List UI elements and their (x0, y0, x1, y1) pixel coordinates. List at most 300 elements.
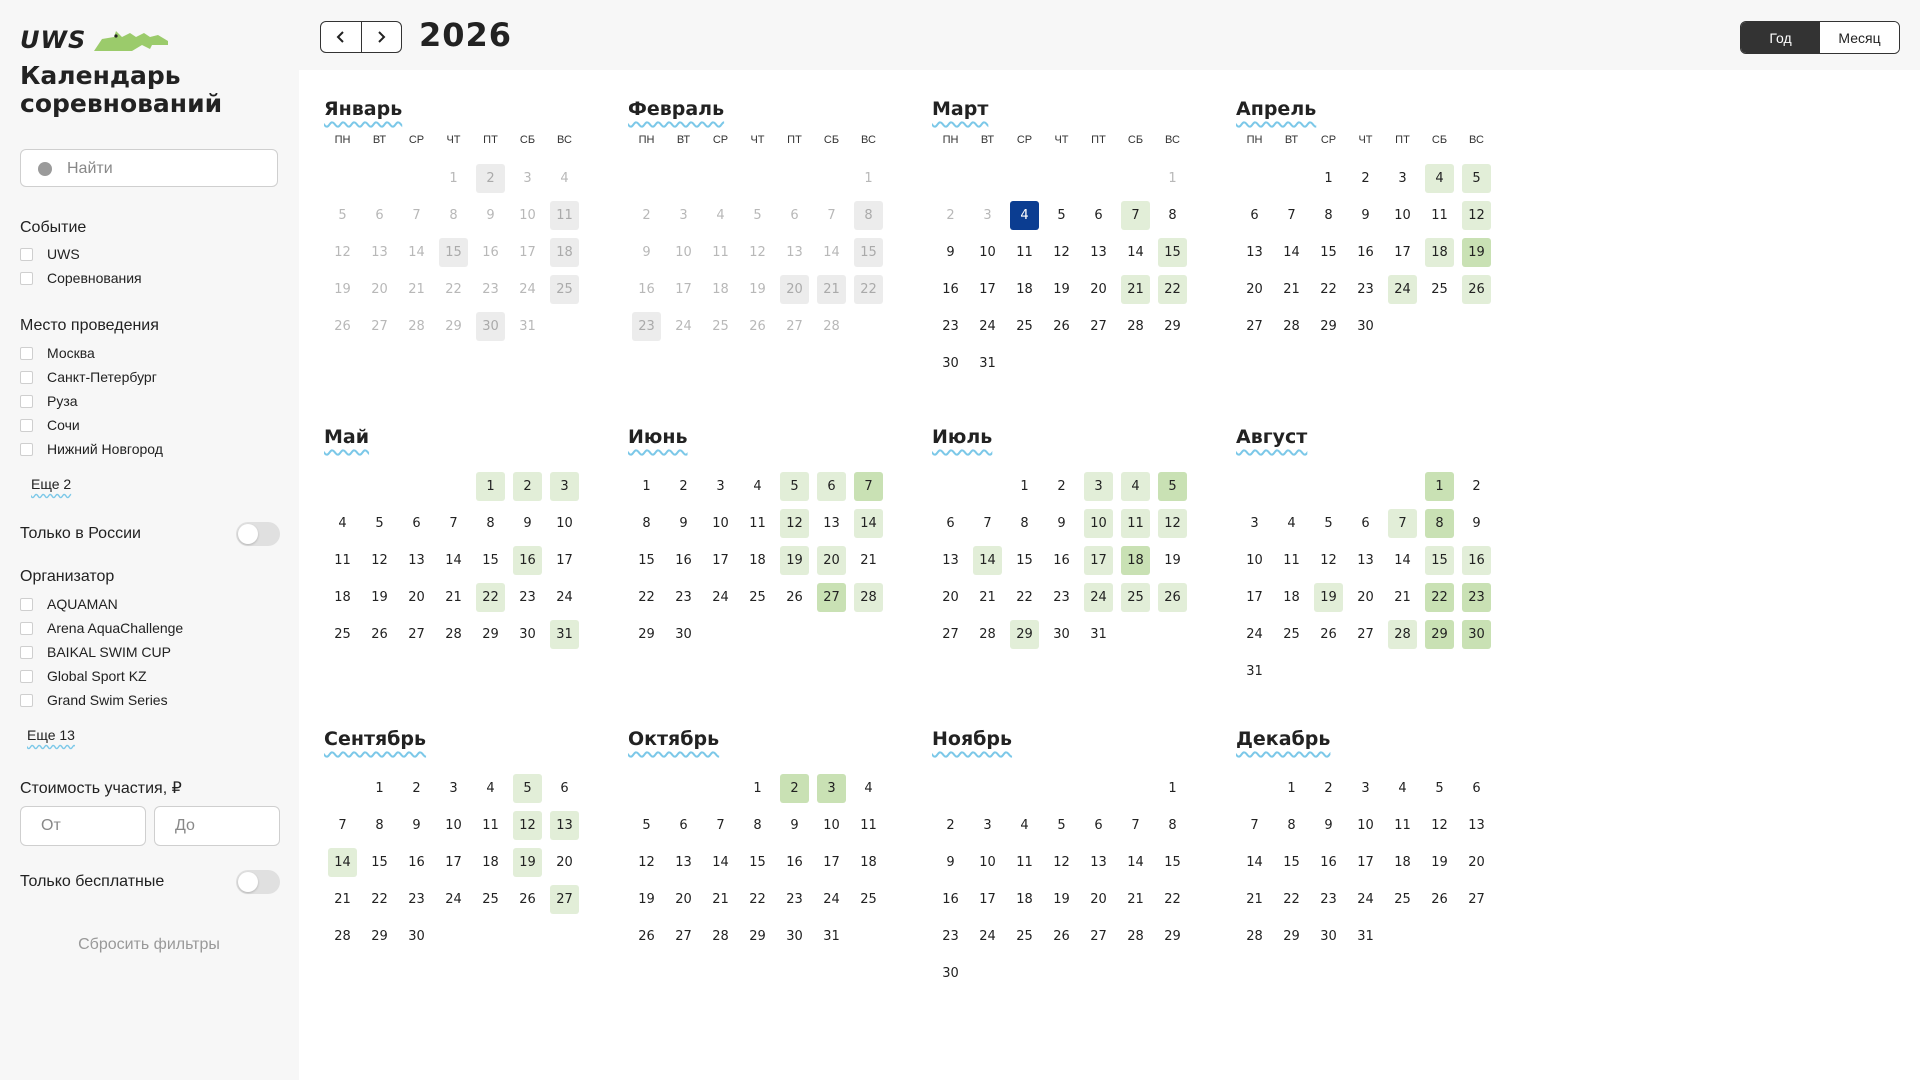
day-cell[interactable] (1347, 271, 1384, 308)
day-cell[interactable] (1043, 308, 1080, 345)
event-day-cell[interactable] (850, 505, 887, 542)
day-cell[interactable] (1273, 881, 1310, 918)
event-day-cell[interactable] (776, 271, 813, 308)
organizer-option-arena[interactable] (20, 618, 183, 638)
day-cell[interactable] (509, 616, 546, 653)
month-name[interactable]: Март (932, 98, 989, 120)
day-cell[interactable] (932, 918, 969, 955)
venue-option-moscow[interactable] (20, 343, 95, 363)
day-cell[interactable] (1236, 918, 1273, 955)
event-day-cell[interactable] (509, 844, 546, 881)
checkbox[interactable] (20, 272, 33, 285)
day-cell[interactable] (509, 234, 546, 271)
day-cell[interactable] (1043, 468, 1080, 505)
venue-more-link[interactable]: Еще 2 (31, 476, 72, 492)
month-name[interactable]: Сентябрь (324, 728, 427, 750)
day-cell[interactable] (1006, 505, 1043, 542)
day-cell[interactable] (628, 505, 665, 542)
day-cell[interactable] (665, 881, 702, 918)
today-cell[interactable] (1006, 197, 1043, 234)
day-cell[interactable] (324, 197, 361, 234)
day-cell[interactable] (628, 234, 665, 271)
day-cell[interactable] (1310, 616, 1347, 653)
month-name[interactable]: Июль (932, 426, 993, 448)
day-cell[interactable] (628, 844, 665, 881)
day-cell[interactable] (665, 844, 702, 881)
day-cell[interactable] (1154, 308, 1191, 345)
day-cell[interactable] (1117, 881, 1154, 918)
day-cell[interactable] (932, 345, 969, 382)
event-day-cell[interactable] (546, 234, 583, 271)
event-day-cell[interactable] (1080, 579, 1117, 616)
checkbox[interactable] (20, 371, 33, 384)
search-input[interactable] (65, 150, 269, 188)
event-day-cell[interactable] (1421, 505, 1458, 542)
day-cell[interactable] (776, 918, 813, 955)
day-cell[interactable] (1384, 160, 1421, 197)
day-cell[interactable] (702, 844, 739, 881)
event-day-cell[interactable] (472, 579, 509, 616)
day-cell[interactable] (665, 579, 702, 616)
day-cell[interactable] (776, 881, 813, 918)
day-cell[interactable] (850, 881, 887, 918)
day-cell[interactable] (813, 308, 850, 345)
day-cell[interactable] (398, 844, 435, 881)
event-day-cell[interactable] (1117, 271, 1154, 308)
day-cell[interactable] (850, 160, 887, 197)
day-cell[interactable] (361, 197, 398, 234)
checkbox[interactable] (20, 646, 33, 659)
day-cell[interactable] (1080, 616, 1117, 653)
day-cell[interactable] (324, 881, 361, 918)
logo[interactable] (20, 26, 170, 54)
day-cell[interactable] (969, 345, 1006, 382)
day-cell[interactable] (665, 505, 702, 542)
day-cell[interactable] (546, 579, 583, 616)
day-cell[interactable] (932, 542, 969, 579)
day-cell[interactable] (1043, 918, 1080, 955)
day-cell[interactable] (1458, 770, 1495, 807)
day-cell[interactable] (324, 308, 361, 345)
day-cell[interactable] (813, 234, 850, 271)
day-cell[interactable] (1347, 616, 1384, 653)
day-cell[interactable] (1006, 542, 1043, 579)
day-cell[interactable] (776, 234, 813, 271)
day-cell[interactable] (361, 505, 398, 542)
day-cell[interactable] (472, 542, 509, 579)
day-cell[interactable] (398, 308, 435, 345)
day-cell[interactable] (628, 807, 665, 844)
day-cell[interactable] (398, 271, 435, 308)
day-cell[interactable] (1117, 807, 1154, 844)
event-day-cell[interactable] (546, 881, 583, 918)
checkbox[interactable] (20, 694, 33, 707)
day-cell[interactable] (969, 616, 1006, 653)
day-cell[interactable] (1273, 234, 1310, 271)
day-cell[interactable] (1080, 807, 1117, 844)
day-cell[interactable] (1043, 234, 1080, 271)
event-day-cell[interactable] (850, 468, 887, 505)
event-day-cell[interactable] (1458, 197, 1495, 234)
day-cell[interactable] (628, 271, 665, 308)
event-day-cell[interactable] (509, 770, 546, 807)
day-cell[interactable] (398, 918, 435, 955)
event-day-cell[interactable] (1421, 579, 1458, 616)
day-cell[interactable] (1310, 160, 1347, 197)
day-cell[interactable] (435, 160, 472, 197)
day-cell[interactable] (702, 308, 739, 345)
day-cell[interactable] (1310, 197, 1347, 234)
event-day-cell[interactable] (1117, 505, 1154, 542)
day-cell[interactable] (1154, 881, 1191, 918)
event-day-cell[interactable] (1458, 234, 1495, 271)
event-day-cell[interactable] (509, 468, 546, 505)
day-cell[interactable] (1273, 616, 1310, 653)
next-year-button[interactable] (361, 22, 402, 52)
day-cell[interactable] (776, 844, 813, 881)
month-name[interactable]: Декабрь (1236, 728, 1331, 750)
day-cell[interactable] (361, 271, 398, 308)
day-cell[interactable] (1310, 770, 1347, 807)
day-cell[interactable] (1006, 918, 1043, 955)
day-cell[interactable] (398, 770, 435, 807)
day-cell[interactable] (398, 505, 435, 542)
day-cell[interactable] (969, 505, 1006, 542)
day-cell[interactable] (1347, 579, 1384, 616)
day-cell[interactable] (1006, 807, 1043, 844)
event-day-cell[interactable] (1080, 468, 1117, 505)
event-option-competitions[interactable] (20, 268, 142, 288)
day-cell[interactable] (932, 308, 969, 345)
day-cell[interactable] (932, 955, 969, 992)
day-cell[interactable] (1154, 807, 1191, 844)
event-day-cell[interactable] (1384, 271, 1421, 308)
day-cell[interactable] (1236, 579, 1273, 616)
day-cell[interactable] (1310, 807, 1347, 844)
day-cell[interactable] (435, 881, 472, 918)
day-cell[interactable] (324, 807, 361, 844)
event-day-cell[interactable] (813, 468, 850, 505)
day-cell[interactable] (1043, 844, 1080, 881)
event-day-cell[interactable] (813, 542, 850, 579)
day-cell[interactable] (850, 844, 887, 881)
day-cell[interactable] (969, 271, 1006, 308)
event-day-cell[interactable] (1117, 579, 1154, 616)
day-cell[interactable] (1043, 881, 1080, 918)
day-cell[interactable] (702, 197, 739, 234)
day-cell[interactable] (813, 197, 850, 234)
day-cell[interactable] (1273, 505, 1310, 542)
day-cell[interactable] (1347, 197, 1384, 234)
event-day-cell[interactable] (1154, 468, 1191, 505)
day-cell[interactable] (1236, 542, 1273, 579)
day-cell[interactable] (1310, 542, 1347, 579)
day-cell[interactable] (1006, 234, 1043, 271)
day-cell[interactable] (702, 505, 739, 542)
day-cell[interactable] (1310, 271, 1347, 308)
event-option-uws[interactable] (20, 244, 80, 264)
day-cell[interactable] (665, 807, 702, 844)
day-cell[interactable] (739, 505, 776, 542)
event-day-cell[interactable] (1310, 579, 1347, 616)
day-cell[interactable] (361, 616, 398, 653)
day-cell[interactable] (1347, 844, 1384, 881)
day-cell[interactable] (1347, 542, 1384, 579)
month-name[interactable]: Январь (324, 98, 403, 120)
day-cell[interactable] (361, 881, 398, 918)
event-day-cell[interactable] (324, 844, 361, 881)
day-cell[interactable] (1347, 160, 1384, 197)
day-cell[interactable] (702, 579, 739, 616)
event-day-cell[interactable] (813, 579, 850, 616)
month-name[interactable]: Апрель (1236, 98, 1317, 120)
day-cell[interactable] (739, 844, 776, 881)
day-cell[interactable] (628, 881, 665, 918)
day-cell[interactable] (1043, 807, 1080, 844)
day-cell[interactable] (969, 197, 1006, 234)
day-cell[interactable] (472, 505, 509, 542)
day-cell[interactable] (324, 616, 361, 653)
day-cell[interactable] (1384, 579, 1421, 616)
day-cell[interactable] (1006, 468, 1043, 505)
day-cell[interactable] (1043, 197, 1080, 234)
day-cell[interactable] (1273, 197, 1310, 234)
day-cell[interactable] (665, 468, 702, 505)
organizer-option-global[interactable] (20, 666, 147, 686)
reset-filters-button[interactable]: Сбросить фильтры (78, 936, 220, 953)
day-cell[interactable] (1154, 160, 1191, 197)
day-cell[interactable] (435, 616, 472, 653)
day-cell[interactable] (1236, 844, 1273, 881)
day-cell[interactable] (472, 770, 509, 807)
day-cell[interactable] (1384, 542, 1421, 579)
day-cell[interactable] (1236, 271, 1273, 308)
day-cell[interactable] (1421, 271, 1458, 308)
day-cell[interactable] (361, 807, 398, 844)
event-day-cell[interactable] (435, 234, 472, 271)
day-cell[interactable] (546, 542, 583, 579)
checkbox[interactable] (20, 622, 33, 635)
day-cell[interactable] (1236, 653, 1273, 690)
day-cell[interactable] (1347, 308, 1384, 345)
day-cell[interactable] (665, 308, 702, 345)
event-day-cell[interactable] (509, 542, 546, 579)
day-cell[interactable] (932, 844, 969, 881)
day-cell[interactable] (813, 918, 850, 955)
day-cell[interactable] (1043, 616, 1080, 653)
day-cell[interactable] (361, 234, 398, 271)
day-cell[interactable] (472, 197, 509, 234)
day-cell[interactable] (1384, 197, 1421, 234)
day-cell[interactable] (361, 918, 398, 955)
checkbox[interactable] (20, 443, 33, 456)
day-cell[interactable] (813, 844, 850, 881)
day-cell[interactable] (665, 616, 702, 653)
day-cell[interactable] (628, 468, 665, 505)
organizer-option-baikal[interactable] (20, 642, 171, 662)
event-day-cell[interactable] (546, 271, 583, 308)
day-cell[interactable] (1117, 308, 1154, 345)
price-from-input[interactable] (20, 806, 146, 846)
event-day-cell[interactable] (509, 807, 546, 844)
day-cell[interactable] (932, 881, 969, 918)
day-cell[interactable] (1236, 807, 1273, 844)
day-cell[interactable] (398, 197, 435, 234)
day-cell[interactable] (472, 807, 509, 844)
day-cell[interactable] (361, 579, 398, 616)
day-cell[interactable] (509, 579, 546, 616)
venue-option-ruza[interactable] (20, 391, 78, 411)
day-cell[interactable] (932, 616, 969, 653)
event-day-cell[interactable] (850, 271, 887, 308)
day-cell[interactable] (1080, 197, 1117, 234)
day-cell[interactable] (739, 579, 776, 616)
checkbox[interactable] (20, 419, 33, 432)
day-cell[interactable] (1384, 770, 1421, 807)
day-cell[interactable] (361, 770, 398, 807)
day-cell[interactable] (1421, 881, 1458, 918)
prev-year-button[interactable] (321, 22, 361, 52)
event-day-cell[interactable] (628, 308, 665, 345)
day-cell[interactable] (1080, 234, 1117, 271)
day-cell[interactable] (1273, 579, 1310, 616)
day-cell[interactable] (324, 918, 361, 955)
day-cell[interactable] (850, 807, 887, 844)
event-day-cell[interactable] (1421, 616, 1458, 653)
day-cell[interactable] (1006, 881, 1043, 918)
event-day-cell[interactable] (472, 308, 509, 345)
day-cell[interactable] (932, 579, 969, 616)
event-day-cell[interactable] (1154, 505, 1191, 542)
day-cell[interactable] (1236, 234, 1273, 271)
event-day-cell[interactable] (1006, 616, 1043, 653)
day-cell[interactable] (435, 308, 472, 345)
month-name[interactable]: Май (324, 426, 370, 448)
day-cell[interactable] (1236, 197, 1273, 234)
day-cell[interactable] (1273, 542, 1310, 579)
day-cell[interactable] (1080, 918, 1117, 955)
month-name[interactable]: Июнь (628, 426, 688, 448)
day-cell[interactable] (665, 271, 702, 308)
day-cell[interactable] (1117, 844, 1154, 881)
day-cell[interactable] (509, 160, 546, 197)
day-cell[interactable] (702, 468, 739, 505)
day-cell[interactable] (1154, 844, 1191, 881)
event-day-cell[interactable] (776, 770, 813, 807)
checkbox[interactable] (20, 598, 33, 611)
event-day-cell[interactable] (546, 197, 583, 234)
day-cell[interactable] (361, 542, 398, 579)
day-cell[interactable] (932, 271, 969, 308)
day-cell[interactable] (1384, 807, 1421, 844)
day-cell[interactable] (628, 918, 665, 955)
day-cell[interactable] (1043, 579, 1080, 616)
day-cell[interactable] (1006, 579, 1043, 616)
day-cell[interactable] (324, 234, 361, 271)
day-cell[interactable] (1006, 844, 1043, 881)
day-cell[interactable] (1310, 881, 1347, 918)
event-day-cell[interactable] (1080, 505, 1117, 542)
day-cell[interactable] (398, 579, 435, 616)
day-cell[interactable] (1043, 271, 1080, 308)
month-name[interactable]: Ноябрь (932, 728, 1013, 750)
day-cell[interactable] (702, 918, 739, 955)
day-cell[interactable] (509, 881, 546, 918)
day-cell[interactable] (1458, 881, 1495, 918)
day-cell[interactable] (1347, 807, 1384, 844)
day-cell[interactable] (739, 234, 776, 271)
day-cell[interactable] (1043, 505, 1080, 542)
day-cell[interactable] (472, 616, 509, 653)
venue-option-nn[interactable] (20, 439, 163, 459)
day-cell[interactable] (739, 807, 776, 844)
day-cell[interactable] (850, 542, 887, 579)
day-cell[interactable] (435, 807, 472, 844)
day-cell[interactable] (1347, 881, 1384, 918)
day-cell[interactable] (1310, 234, 1347, 271)
day-cell[interactable] (324, 271, 361, 308)
event-day-cell[interactable] (1154, 579, 1191, 616)
day-cell[interactable] (1154, 918, 1191, 955)
day-cell[interactable] (813, 881, 850, 918)
day-cell[interactable] (1273, 844, 1310, 881)
day-cell[interactable] (1458, 505, 1495, 542)
event-day-cell[interactable] (472, 468, 509, 505)
day-cell[interactable] (472, 234, 509, 271)
event-day-cell[interactable] (850, 197, 887, 234)
day-cell[interactable] (1080, 271, 1117, 308)
day-cell[interactable] (628, 616, 665, 653)
day-cell[interactable] (739, 468, 776, 505)
day-cell[interactable] (702, 542, 739, 579)
day-cell[interactable] (1154, 770, 1191, 807)
day-cell[interactable] (546, 844, 583, 881)
event-day-cell[interactable] (1458, 271, 1495, 308)
day-cell[interactable] (1154, 542, 1191, 579)
event-day-cell[interactable] (546, 807, 583, 844)
day-cell[interactable] (546, 770, 583, 807)
day-cell[interactable] (398, 616, 435, 653)
day-cell[interactable] (702, 881, 739, 918)
venue-option-spb[interactable] (20, 367, 157, 387)
event-day-cell[interactable] (1117, 468, 1154, 505)
day-cell[interactable] (398, 234, 435, 271)
checkbox[interactable] (20, 395, 33, 408)
day-cell[interactable] (628, 579, 665, 616)
event-day-cell[interactable] (1458, 616, 1495, 653)
day-cell[interactable] (324, 542, 361, 579)
day-cell[interactable] (1458, 844, 1495, 881)
organizer-option-grand[interactable] (20, 690, 168, 710)
day-cell[interactable] (398, 542, 435, 579)
day-cell[interactable] (1236, 505, 1273, 542)
day-cell[interactable] (739, 542, 776, 579)
day-cell[interactable] (324, 505, 361, 542)
month-name[interactable]: Август (1236, 426, 1308, 448)
day-cell[interactable] (969, 807, 1006, 844)
day-cell[interactable] (739, 918, 776, 955)
day-cell[interactable] (1421, 770, 1458, 807)
organizer-option-aquaman[interactable] (20, 594, 118, 614)
event-day-cell[interactable] (1421, 468, 1458, 505)
event-day-cell[interactable] (776, 468, 813, 505)
day-cell[interactable] (1006, 308, 1043, 345)
day-cell[interactable] (739, 308, 776, 345)
day-cell[interactable] (1347, 234, 1384, 271)
event-day-cell[interactable] (1154, 234, 1191, 271)
day-cell[interactable] (435, 197, 472, 234)
day-cell[interactable] (628, 542, 665, 579)
